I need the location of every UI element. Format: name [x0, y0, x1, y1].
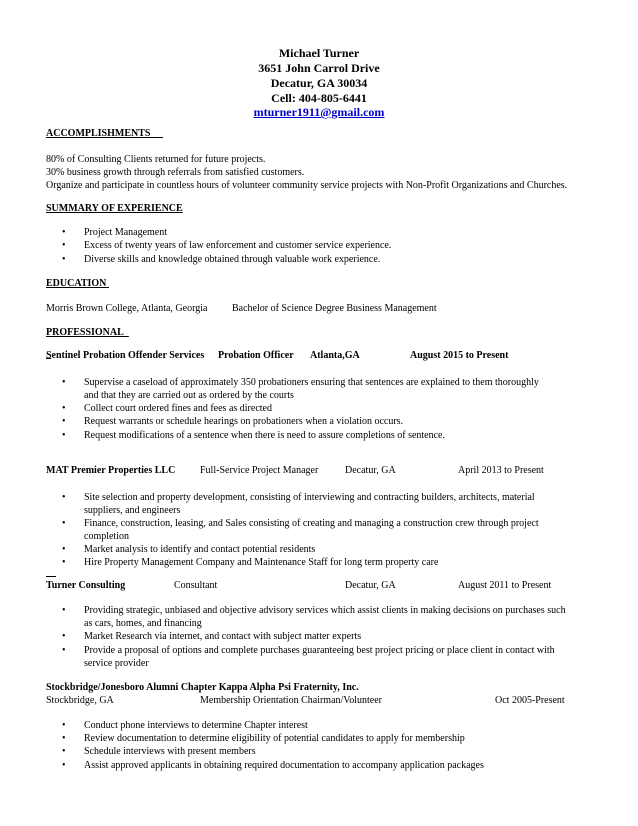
- job-role: Consultant: [174, 580, 218, 591]
- job-bullet: Supervise a caseload of approximately 350 probationers ensuring that sentences are explained to them thoroughly: [84, 377, 539, 388]
- education-degree: Bachelor of Science Degree Business Management: [232, 303, 437, 314]
- job-company: Turner Consulting: [46, 580, 126, 591]
- bullet-icon: •: [62, 746, 66, 757]
- resume-city: Decatur, GA 30034: [270, 76, 368, 90]
- bullet-icon: •: [62, 733, 66, 744]
- job-bullet: Market analysis to identify and contact potential residents: [84, 544, 316, 555]
- job-bullet-cont: completion: [84, 531, 129, 542]
- job-bullet: Review documentation to determine eligibility of potential candidates to apply for membership: [84, 733, 465, 744]
- bullet-icon: •: [62, 518, 66, 529]
- bullet-icon: •: [62, 631, 66, 642]
- resume-address: 3651 John Carrol Drive: [258, 61, 380, 75]
- summary-item: Project Management: [84, 227, 168, 238]
- accomplishment-line: Organize and participate in countless hours of volunteer community service projects with Non-Profit Organizations and Churches.: [46, 180, 568, 191]
- job-bullet: Provide a proposal of options and complete purchases guaranteeing best project pricing or place client in contact with: [84, 645, 555, 656]
- job-company: MAT Premier Properties LLC: [46, 465, 176, 476]
- bullet-icon: •: [62, 492, 66, 503]
- resume-cell: Cell: 404-805-6441: [271, 91, 367, 105]
- job-bullet: Providing strategic, unbiased and objective advisory services which assist clients in making decisions on purchases such: [84, 605, 566, 616]
- job-role: Probation Officer: [218, 350, 294, 361]
- accomplishment-line: 80% of Consulting Clients returned for future projects.: [46, 154, 266, 165]
- job-location: Stockbridge, GA: [46, 695, 114, 706]
- summary-item: Excess of twenty years of law enforcement and customer service experience.: [84, 240, 392, 251]
- divider: [46, 358, 51, 359]
- bullet-icon: •: [62, 544, 66, 555]
- bullet-icon: •: [62, 720, 66, 731]
- job-dates: August 2015 to Present: [410, 350, 509, 361]
- bullet-icon: •: [62, 416, 66, 427]
- summary-item: Diverse skills and knowledge obtained through valuable work experience.: [84, 254, 381, 265]
- job-company: Sentinel Probation Offender Services: [46, 350, 205, 361]
- section-summary: SUMMARY OF EXPERIENCE: [46, 203, 183, 214]
- job-location: Atlanta,GA: [310, 350, 360, 361]
- divider: [46, 576, 56, 577]
- bullet-icon: •: [62, 403, 66, 414]
- bullet-icon: •: [62, 430, 66, 441]
- job-bullet: Assist approved applicants in obtaining required documentation to accompany application packages: [84, 760, 484, 771]
- job-bullet: Schedule interviews with present members: [84, 746, 256, 757]
- section-professional: PROFESSIONAL: [46, 327, 124, 338]
- job-bullet-cont: service provider: [84, 658, 149, 669]
- section-accomplishments: ACCOMPLISHMENTS: [46, 128, 151, 139]
- bullet-icon: •: [62, 240, 66, 251]
- job-bullet-cont: as cars, homes, and financing: [84, 618, 202, 629]
- email-link[interactable]: mturner1911@gmail.com: [253, 105, 385, 119]
- bullet-icon: •: [62, 645, 66, 656]
- job-bullet: Request modifications of a sentence when there is need to assure completions of sentence.: [84, 430, 445, 441]
- job-bullet-cont: suppliers, and engineers: [84, 505, 181, 516]
- accomplishment-line: 30% business growth through referrals from satisfied customers.: [46, 167, 305, 178]
- job-role: Full-Service Project Manager: [200, 465, 319, 476]
- bullet-icon: •: [62, 254, 66, 265]
- bullet-icon: •: [62, 557, 66, 568]
- job-dates: April 2013 to Present: [458, 465, 544, 476]
- job-bullet: Conduct phone interviews to determine Chapter interest: [84, 720, 308, 731]
- job-location: Decatur, GA: [345, 465, 396, 476]
- job-bullet: Finance, construction, leasing, and Sales consisting of creating and managing a construction crew through project: [84, 518, 539, 529]
- job-bullet: Market Research via internet, and contact with subject matter experts: [84, 631, 362, 642]
- job-location: Decatur, GA: [345, 580, 396, 591]
- job-dates: Oct 2005-Present: [495, 695, 565, 706]
- job-bullet: Hire Property Management Company and Maintenance Staff for long term property care: [84, 557, 439, 568]
- section-education: EDUCATION: [46, 278, 107, 289]
- job-dates: August 2011 to Present: [458, 580, 552, 591]
- job-bullet: Collect court ordered fines and fees as directed: [84, 403, 272, 414]
- resume-name: Michael Turner: [278, 46, 360, 60]
- job-company: Stockbridge/Jonesboro Alumni Chapter Kappa Alpha Psi Fraternity, Inc.: [46, 682, 359, 693]
- job-bullet: Request warrants or schedule hearings on probationers when a violation occurs.: [84, 416, 404, 427]
- job-role: Membership Orientation Chairman/Volunteer: [200, 695, 382, 706]
- bullet-icon: •: [62, 760, 66, 771]
- job-bullet-cont: and that they are carried out as ordered by the courts: [84, 390, 294, 401]
- bullet-icon: •: [62, 377, 66, 388]
- bullet-icon: •: [62, 227, 66, 238]
- job-bullet: Site selection and property development, consisting of interviewing and contracting builders, architects, material: [84, 492, 535, 503]
- education-school: Morris Brown College, Atlanta, Georgia: [46, 303, 208, 314]
- bullet-icon: •: [62, 605, 66, 616]
